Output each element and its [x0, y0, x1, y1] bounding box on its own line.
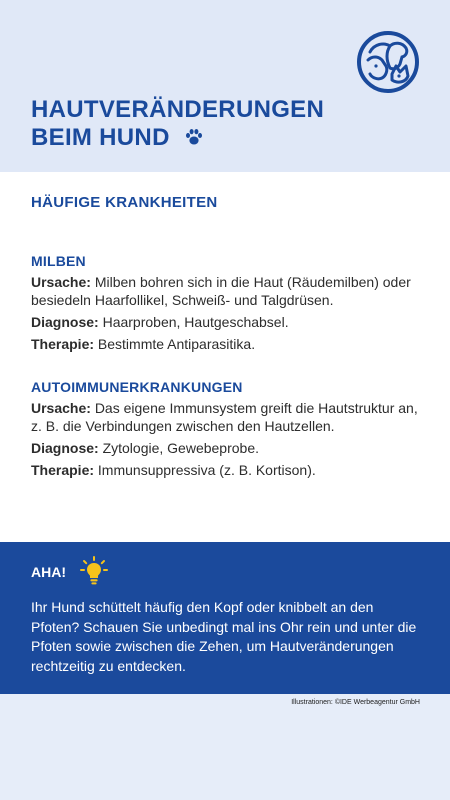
disease-name: AUTOIMMUNERKRANKUNGEN [31, 379, 243, 395]
title-line-2: BEIM HUND [31, 124, 170, 151]
disease-therapy: Therapie: Bestimmte Antiparasitika. [31, 336, 256, 352]
lightbulb-icon [80, 556, 108, 586]
title-line-1: HAUTVERÄNDERUNGEN [31, 96, 325, 123]
disease-therapy: Therapie: Immunsuppressiva (z. B. Kortison). [31, 462, 316, 478]
section-title: HÄUFIGE KRANKHEITEN [31, 194, 218, 211]
paw-icon [184, 127, 204, 147]
aha-box [0, 542, 450, 694]
disease-block-milben [31, 253, 426, 357]
aha-title: AHA! [31, 564, 66, 580]
illustration-credit: Illustrationen: ©IDE Werbeagentur GmbH [291, 699, 420, 706]
disease-cause: Ursache: Milben bohren sich in die Haut (Räudemilben) oder besiedeln Haarfollikel, Schweiß- und Talgdrüsen. [31, 274, 411, 308]
content-area [0, 172, 450, 542]
disease-name: MILBEN [31, 253, 86, 269]
dog-cat-logo-icon [356, 30, 420, 94]
disease-block-autoimmun [31, 379, 426, 483]
header [0, 0, 450, 172]
disease-diagnosis: Diagnose: Zytologie, Gewebeprobe. [31, 440, 260, 456]
disease-cause: Ursache: Das eigene Immunsystem greift die Hautstruktur an, z. B. die Verbindungen zwischen den Hautzellen. [31, 400, 418, 434]
page-title [31, 96, 324, 152]
aha-text: Ihr Hund schüttelt häufig den Kopf oder knibbelt an den Pfoten? Schauen Sie unbedingt mal ins Ohr rein und unter die Pfoten sowie zwischen die Zehen, um Hautveränderungen rechtzeitig zu entdecken. [31, 599, 417, 674]
disease-diagnosis: Diagnose: Haarproben, Hautgeschabsel. [31, 314, 289, 330]
